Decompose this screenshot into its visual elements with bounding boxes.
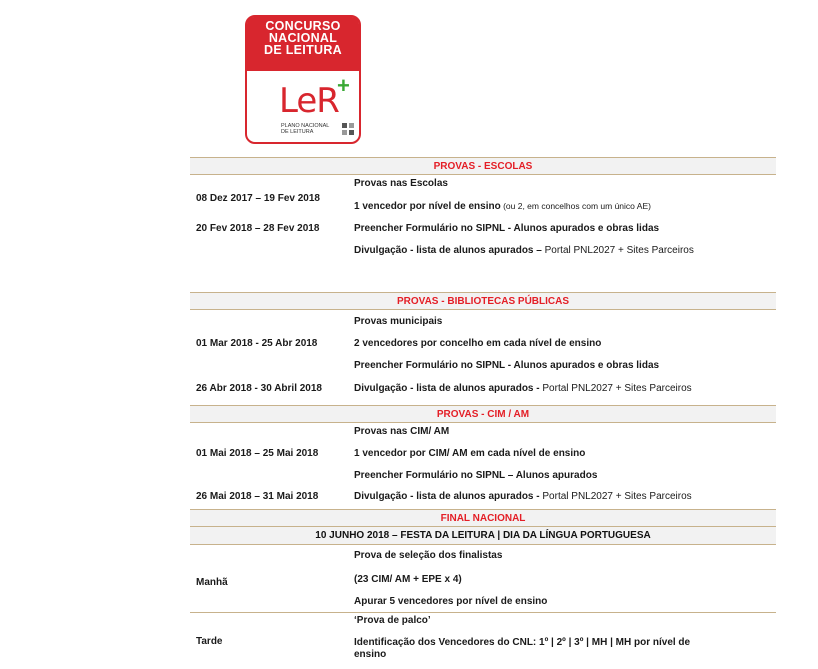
period-label: Manhã	[196, 577, 228, 588]
date-range: 26 Abr 2018 - 30 Abril 2018	[196, 383, 322, 394]
final-tarde	[190, 612, 776, 669]
activity-note: Portal PNL2027 + Sites Parceiros	[539, 383, 692, 394]
logo-pnl-text	[281, 123, 329, 135]
section-header-bibliotecas: PROVAS - BIBLIOTECAS PÚBLICAS	[190, 292, 776, 310]
pnl-grid-icon	[342, 123, 354, 135]
section-header-cim-am: PROVAS - CIM / AM	[190, 405, 776, 423]
activity-row: Identificação dos Vencedores do CNL: 1º | 2º | 3º | MH | MH por nível de	[354, 637, 691, 648]
date-range: 01 Mar 2018 - 25 Abr 2018	[196, 338, 318, 349]
logo-line-2: NACIONAL	[268, 31, 338, 45]
activity-note: Portal PNL2027 + Sites Parceiros	[539, 491, 692, 502]
date-range: 01 Mai 2018 – 25 Mai 2018	[196, 448, 319, 459]
final-manha	[190, 545, 776, 612]
date-range: 20 Fev 2018 – 28 Fev 2018	[196, 223, 320, 234]
logo-ler-text: LeR	[279, 81, 339, 121]
activity-row: Preencher Formulário no SIPNL – Alunos apurados	[354, 470, 598, 481]
logo-plus-icon: +	[337, 73, 350, 98]
concurso-logo	[245, 15, 361, 144]
activity-row	[354, 382, 692, 395]
activity-row: 2 vencedores por concelho em cada nível de ensino	[354, 338, 602, 349]
section-bibliotecas	[190, 310, 776, 405]
activity-row: Preencher Formulário no SIPNL - Alunos apurados e obras lidas	[354, 360, 660, 371]
activity-row: Provas municipais	[354, 316, 443, 327]
logo-pnl-line-2: DE LEITURA	[281, 129, 314, 135]
activity-row: Provas nas Escolas	[354, 178, 448, 189]
activity-row	[354, 200, 651, 213]
activity-note: (ou 2, em concelhos com um único AE)	[500, 201, 651, 211]
activity-row	[354, 244, 694, 257]
activity-text: 1 vencedor por nível de ensino	[354, 201, 501, 212]
date-range: 26 Mai 2018 – 31 Mai 2018	[196, 491, 319, 502]
activity-row: (23 CIM/ AM + EPE x 4)	[354, 574, 462, 585]
final-date-header: 10 JUNHO 2018 – FESTA DA LEITURA | DIA DA LÍNGUA PORTUGUESA	[190, 527, 776, 545]
activity-row: Provas nas CIM/ AM	[354, 426, 450, 437]
activity-row: Preencher Formulário no SIPNL - Alunos apurados e obras lidas	[354, 223, 660, 234]
section-header-escolas: PROVAS - ESCOLAS	[190, 157, 776, 175]
logo-pnl-line-1: PLANO NACIONAL	[281, 123, 330, 129]
date-range: 08 Dez 2017 – 19 Fev 2018	[196, 193, 320, 204]
section-header-final: FINAL NACIONAL	[190, 509, 776, 527]
logo-line-3: DE LEITURA	[264, 43, 342, 57]
activity-text: Divulgação - lista de alunos apurados -	[354, 491, 540, 502]
activity-row: Prova de seleção dos finalistas	[354, 550, 503, 561]
activity-text: Divulgação - lista de alunos apurados –	[354, 245, 542, 256]
schedule-table	[190, 157, 776, 669]
activity-text: Divulgação - lista de alunos apurados -	[354, 383, 540, 394]
activity-note: Portal PNL2027 + Sites Parceiros	[541, 245, 694, 256]
activity-row: ensino	[354, 649, 387, 660]
section-escolas	[190, 175, 776, 271]
activity-row: 1 vencedor por CIM/ AM em cada nível de ensino	[354, 448, 586, 459]
logo-line-1: CONCURSO	[265, 19, 341, 33]
section-cim-am	[190, 423, 776, 509]
logo-title-block	[247, 17, 359, 71]
activity-row: ‘Prova de palco’	[354, 615, 431, 626]
activity-row	[354, 490, 692, 503]
activity-row: Apurar 5 vencedores por nível de ensino	[354, 596, 548, 607]
period-label: Tarde	[196, 636, 223, 647]
